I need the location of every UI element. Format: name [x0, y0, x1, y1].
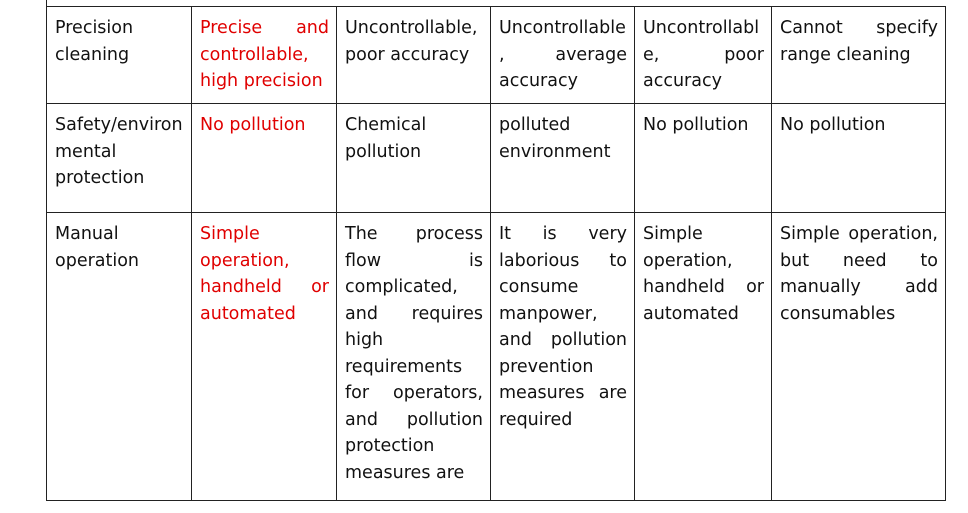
table-cell: It is very laborious to consume manpower, and pollution prevention measures are required [491, 213, 635, 501]
table-cell-highlight: Simple operation, handheld or automated [192, 213, 337, 501]
table-cell: No pollution [635, 104, 772, 213]
table-cell-highlight: Precise and controllable, high precision [192, 7, 337, 104]
table-cell: Simple operation, but need to manually add consumables [772, 213, 946, 501]
table-cell-highlight: No pollution [192, 104, 337, 213]
table-row-precision-cleaning [47, 7, 946, 104]
table-cell: Chemical pollution [337, 104, 491, 213]
table-cell: Simple operation, handheld or automated [635, 213, 772, 501]
comparison-table [46, 6, 946, 501]
table-cell: Cannot specify range cleaning [772, 7, 946, 104]
table-cell: Uncontrollable, average accuracy [491, 7, 635, 104]
table-cell: The process flow is complicated, and requires high requirements for operators, and pollution protection measures are [337, 213, 491, 501]
row-label-safety-environmental: Safety/environmental protection [47, 104, 192, 213]
table-cell: No pollution [772, 104, 946, 213]
table-cell: Uncontrollable, poor accuracy [635, 7, 772, 104]
row-label-manual-operation: Manual operation [47, 213, 192, 501]
row-label-precision-cleaning: Precision cleaning [47, 7, 192, 104]
table-row-manual-operation [47, 213, 946, 501]
table-cell: Uncontrollable, poor accuracy [337, 7, 491, 104]
table-row-safety-environmental [47, 104, 946, 213]
table-cell: polluted environment [491, 104, 635, 213]
